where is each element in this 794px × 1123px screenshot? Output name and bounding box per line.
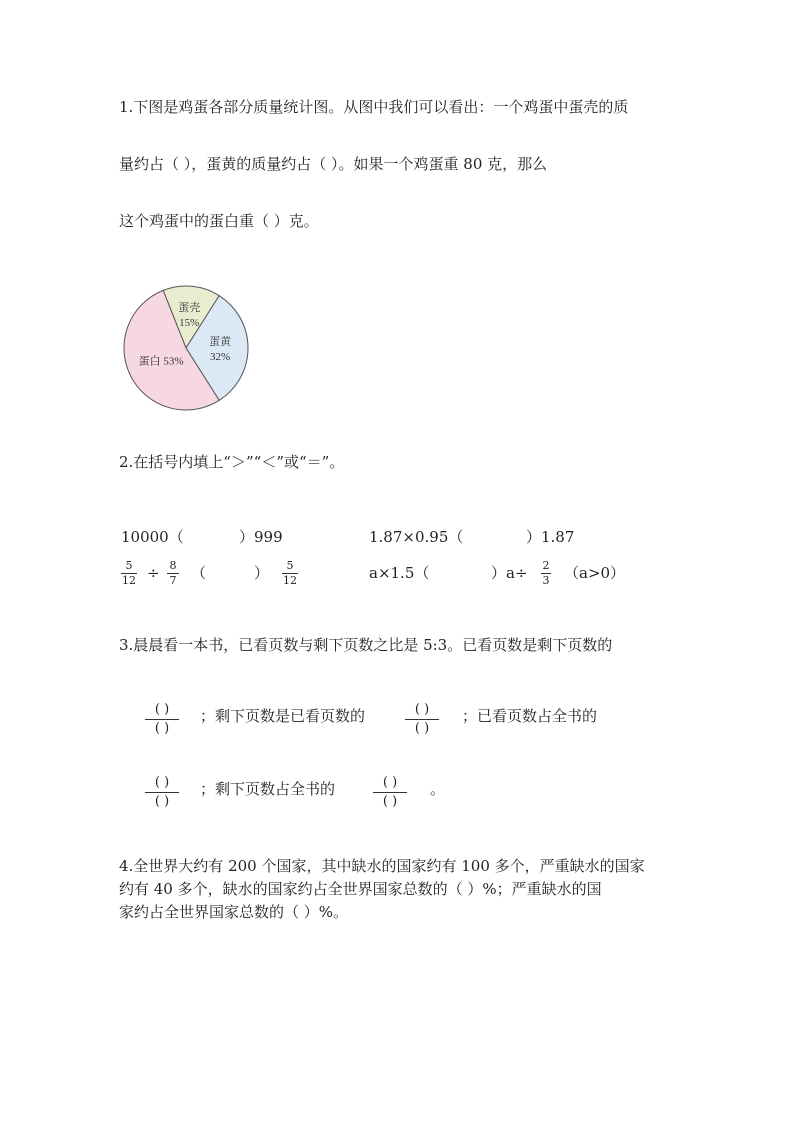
fraction-numerator: ( ) bbox=[373, 775, 407, 793]
pie-label-value-0: 15% bbox=[179, 317, 200, 330]
q3-text-3: ；剩下页数占全书的 bbox=[200, 780, 336, 798]
q4-line-3: 家约占全世界国家总数的（ ）%。 bbox=[119, 903, 349, 921]
q2-item-b-right: ）1.87 bbox=[526, 528, 575, 546]
pie-label-name-0: 蛋壳 bbox=[178, 302, 201, 315]
fraction-denominator: 12 bbox=[283, 574, 297, 587]
q4-line-2: 约有 40 多个，缺水的国家约占全世界国家总数的（ ）%；严重缺水的国 bbox=[119, 880, 602, 898]
fraction-numerator: ( ) bbox=[145, 702, 179, 720]
q3-blank-fraction-1 bbox=[145, 702, 179, 737]
fraction-numerator: ( ) bbox=[145, 775, 179, 793]
q2-c-divide-sign: ÷ bbox=[147, 564, 160, 582]
fraction-denominator: 3 bbox=[542, 574, 550, 587]
pie-label-2: 蛋白 53% bbox=[138, 355, 184, 368]
fraction-denominator: ( ) bbox=[154, 721, 170, 736]
q3-blank-fraction-4 bbox=[373, 775, 407, 810]
q4-line-1: 4.全世界大约有 200 个国家，其中缺水的国家约有 100 多个，严重缺水的国家 bbox=[119, 857, 645, 875]
fraction-denominator: ( ) bbox=[382, 794, 398, 809]
egg-composition-pie-chart bbox=[118, 283, 254, 413]
fraction-numerator: 8 bbox=[167, 560, 179, 574]
fraction-denominator: 7 bbox=[169, 574, 177, 587]
q3-blank-fraction-2 bbox=[405, 702, 439, 737]
pie-label-name-1: 蛋黄 bbox=[209, 336, 232, 348]
q2-item-b-left: 1.87×0.95（ bbox=[369, 528, 464, 546]
q3-blank-fraction-3 bbox=[145, 775, 179, 810]
q2-item-a-right: ）999 bbox=[239, 528, 283, 546]
q2-c-fraction-2 bbox=[167, 560, 179, 587]
q2-item-a-left: 10000（ bbox=[121, 528, 184, 546]
fraction-denominator: 12 bbox=[122, 574, 136, 587]
fraction-denominator: ( ) bbox=[414, 721, 430, 736]
q3-text-2: ；已看页数占全书的 bbox=[462, 707, 598, 725]
q1-line-3: 这个鸡蛋中的蛋白重（ ）克。 bbox=[119, 212, 319, 230]
q2-item-d-left: a×1.5（ bbox=[369, 564, 430, 582]
fraction-numerator: ( ) bbox=[405, 702, 439, 720]
q2-c-paren-open: （ bbox=[191, 564, 207, 582]
pie-label-value-1: 32% bbox=[210, 351, 231, 363]
fraction-denominator: ( ) bbox=[154, 794, 170, 809]
fraction-numerator: 2 bbox=[542, 559, 550, 572]
q2-d-fraction bbox=[541, 560, 551, 587]
q2-c-fraction-1 bbox=[121, 560, 137, 587]
fraction-numerator: 5 bbox=[282, 560, 298, 574]
q2-c-fraction-3 bbox=[282, 560, 298, 587]
q3-title: 3.晨晨看一本书，已看页数与剩下页数之比是 5:3。已看页数是剩下页数的 bbox=[119, 636, 613, 654]
fraction-numerator: 5 bbox=[121, 560, 137, 574]
q2-item-d-condition: （a>0） bbox=[564, 564, 626, 582]
q2-c-paren-close: ） bbox=[254, 564, 270, 582]
q2-item-d-mid: ）a÷ bbox=[491, 564, 528, 582]
q1-line-2: 量约占（ ），蛋黄的质量约占（ ）。如果一个鸡蛋重 80 克，那么 bbox=[119, 155, 548, 173]
q1-line-1: 1.下图是鸡蛋各部分质量统计图。从图中我们可以看出：一个鸡蛋中蛋壳的质 bbox=[119, 98, 629, 116]
q3-text-1: ；剩下页数是已看页数的 bbox=[200, 707, 366, 725]
q2-title: 2.在括号内填上“＞”“＜”或“＝”。 bbox=[119, 453, 345, 471]
q3-text-4: 。 bbox=[430, 780, 446, 798]
